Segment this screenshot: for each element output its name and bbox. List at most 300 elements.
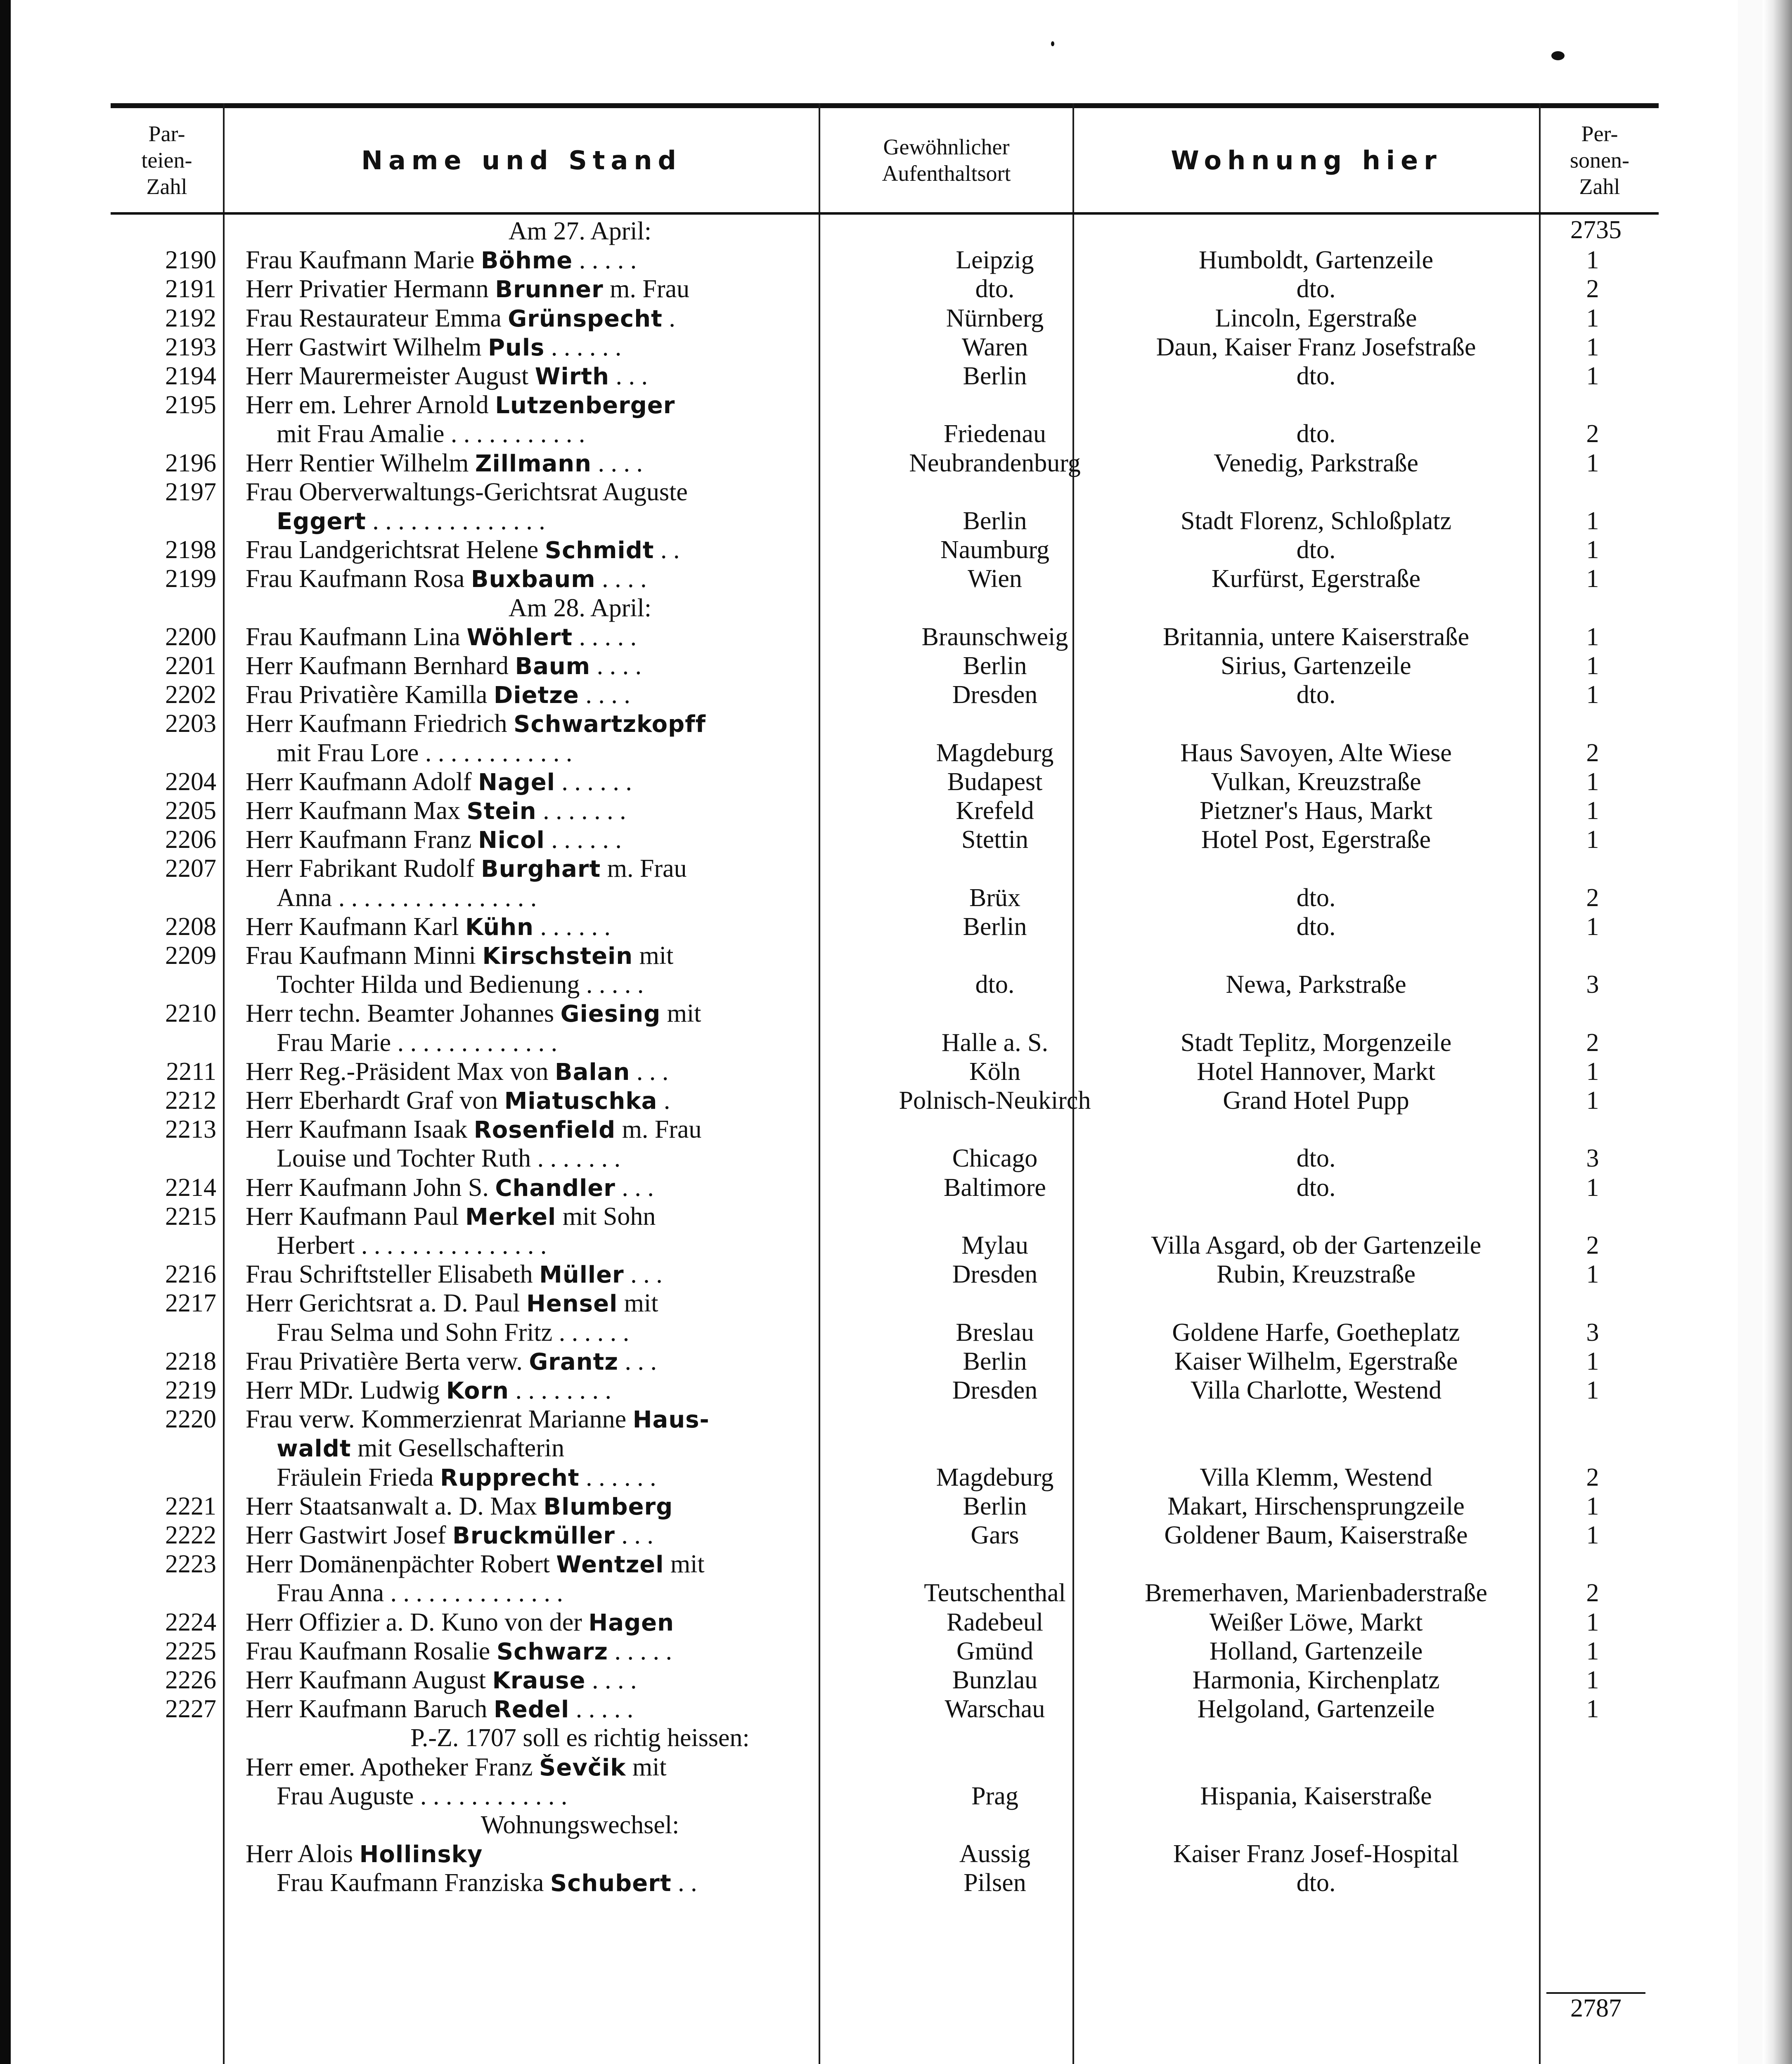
name-prefix: Herr Gastwirt Josef xyxy=(246,1521,446,1549)
header-text: Zahl xyxy=(146,174,187,199)
name-prefix: Herr MDr. Ludwig xyxy=(246,1376,440,1404)
page-margin-right xyxy=(1738,0,1763,2064)
name-and-status xyxy=(246,941,914,971)
person-count: 1 xyxy=(1586,652,1599,680)
name-and-status xyxy=(246,564,914,594)
person-count: 2 xyxy=(1586,1231,1599,1259)
table-row xyxy=(111,535,1659,564)
party-number: 2192 xyxy=(165,304,216,332)
header-text: Par- xyxy=(148,121,185,146)
header-party-number xyxy=(111,108,223,212)
person-count: 1 xyxy=(1586,536,1599,564)
lodging-address: dto. xyxy=(1296,1173,1336,1202)
surname: Kühn xyxy=(465,914,534,941)
name-and-status xyxy=(246,1492,914,1522)
person-count: 2 xyxy=(1586,420,1599,448)
lodging-address: Hotel Hannover, Markt xyxy=(1197,1057,1435,1086)
usual-residence: Radebeul xyxy=(946,1608,1044,1636)
lodging-address: Rubin, Kreuzstraße xyxy=(1216,1260,1416,1289)
name-prefix: Frau Privatière Kamilla xyxy=(246,681,488,709)
party-number: 2203 xyxy=(165,710,216,738)
party-number: 2193 xyxy=(165,333,216,361)
table-row xyxy=(111,333,1659,362)
name-prefix: Frau Kaufmann Franziska xyxy=(277,1869,544,1897)
name-suffix: . . . xyxy=(630,1260,663,1289)
table-row xyxy=(111,1173,1659,1202)
party-number: 2212 xyxy=(165,1086,216,1115)
name-and-status xyxy=(246,1405,914,1434)
name-and-status xyxy=(246,1173,914,1203)
usual-residence: Gmünd xyxy=(956,1637,1033,1665)
table-row xyxy=(111,767,1659,796)
person-count: 2 xyxy=(1586,1463,1599,1491)
party-number: 2197 xyxy=(165,478,216,506)
party-number: 2224 xyxy=(165,1608,216,1636)
surname: waldt xyxy=(277,1435,351,1463)
name-and-status xyxy=(246,709,914,739)
name-prefix: Louise und Tochter Ruth . . . . . . . xyxy=(277,1144,621,1173)
table-row xyxy=(111,1521,1659,1550)
party-number: 2214 xyxy=(165,1173,216,1202)
person-count: 1 xyxy=(1586,826,1599,854)
table-row xyxy=(111,970,1659,999)
surname: Wentzel xyxy=(556,1551,664,1579)
usual-residence: Leipzig xyxy=(956,246,1034,275)
name-and-status xyxy=(246,1608,914,1638)
name-and-status xyxy=(246,1086,914,1116)
party-number: 2204 xyxy=(165,767,216,796)
party-number: 2223 xyxy=(165,1550,216,1579)
person-count: 1 xyxy=(1586,565,1599,593)
party-number: 2209 xyxy=(165,942,216,970)
lodging-address: Daun, Kaiser Franz Josefstraße xyxy=(1156,333,1476,361)
name-suffix: mit xyxy=(667,999,701,1028)
name-and-status xyxy=(246,391,914,420)
table-row xyxy=(111,1695,1659,1723)
name-and-status xyxy=(246,1376,914,1406)
section-heading: Wohnungswechsel: xyxy=(481,1811,679,1839)
name-prefix: Frau Kaufmann Minni xyxy=(246,942,476,970)
lodging-address: Stadt Teplitz, Morgenzeile xyxy=(1180,1028,1452,1057)
table-row xyxy=(111,1463,1659,1492)
usual-residence: Baltimore xyxy=(944,1173,1046,1202)
name-and-status xyxy=(246,999,914,1029)
surname: Krause xyxy=(492,1667,586,1694)
lodging-address: Pietzner's Haus, Markt xyxy=(1200,797,1432,825)
section-heading-row xyxy=(111,1723,1659,1752)
name-suffix: . . . . . . . . . . . . . . xyxy=(372,507,545,535)
party-number: 2221 xyxy=(165,1492,216,1520)
surname: Nicol xyxy=(478,827,545,854)
name-prefix: Herr Kaufmann Bernhard xyxy=(246,652,509,680)
party-number: 2226 xyxy=(165,1666,216,1694)
name-suffix: . . . . . . . xyxy=(543,797,626,825)
person-count: 1 xyxy=(1586,1492,1599,1520)
table-row xyxy=(111,738,1659,767)
name-suffix: . . . xyxy=(615,362,648,390)
name-suffix: . . xyxy=(660,536,680,564)
lodging-address: Helgoland, Gartenzeile xyxy=(1197,1695,1435,1723)
person-count: 1 xyxy=(1586,1637,1599,1665)
name-suffix: . . . . . . . . xyxy=(515,1376,611,1404)
party-number: 2190 xyxy=(165,246,216,275)
usual-residence: Friedenau xyxy=(944,420,1046,448)
name-prefix: Herr Domänenpächter Robert xyxy=(246,1550,550,1579)
surname: Schmidt xyxy=(544,537,654,564)
party-number: 2222 xyxy=(165,1521,216,1549)
table-row xyxy=(111,1550,1659,1579)
name-prefix: Herr Eberhardt Graf von xyxy=(246,1086,498,1115)
usual-residence: Breslau xyxy=(956,1318,1034,1347)
header-text: teien- xyxy=(141,148,192,173)
lodging-address: dto. xyxy=(1296,1144,1336,1173)
name-and-status xyxy=(246,1753,914,1782)
person-count: 1 xyxy=(1586,333,1599,361)
name-and-status xyxy=(246,1695,914,1724)
name-prefix: mit Frau Lore . . . . . . . . . . . . xyxy=(277,738,573,767)
name-suffix: m. Frau xyxy=(607,854,687,883)
table-row xyxy=(111,1782,1659,1811)
party-number: 2205 xyxy=(165,797,216,825)
lodging-address: Kaiser Franz Josef-Hospital xyxy=(1173,1840,1459,1868)
party-number: 2213 xyxy=(165,1115,216,1144)
section-heading-row xyxy=(111,594,1659,623)
surname: Hensel xyxy=(526,1290,618,1318)
name-and-status xyxy=(246,1839,914,1869)
table-row xyxy=(111,825,1659,854)
surname: Redel xyxy=(493,1696,570,1723)
name-prefix: Herr Kaufmann Max xyxy=(246,797,460,825)
usual-residence: Stettin xyxy=(961,826,1028,854)
party-number: 2216 xyxy=(165,1260,216,1289)
person-count: 2 xyxy=(1586,1028,1599,1057)
party-number: 2201 xyxy=(165,652,216,680)
name-prefix: Frau Selma und Sohn Fritz . . . . . . xyxy=(277,1318,630,1347)
table-row xyxy=(111,1868,1659,1897)
surname: Bruckmüller xyxy=(452,1522,615,1549)
header-usual-residence xyxy=(820,108,1072,212)
table-row xyxy=(111,623,1659,651)
surname: Ševčik xyxy=(539,1754,626,1781)
table-row xyxy=(111,449,1659,478)
usual-residence: Berlin xyxy=(963,652,1027,680)
usual-residence: Berlin xyxy=(963,1492,1027,1520)
name-suffix: mit Gesellschafterin xyxy=(357,1434,565,1463)
usual-residence: Berlin xyxy=(963,362,1027,390)
lodging-address: Villa Charlotte, Westend xyxy=(1190,1376,1442,1404)
surname: Nagel xyxy=(478,769,555,796)
name-suffix: . . . . . xyxy=(579,246,637,275)
table-row xyxy=(111,1434,1659,1463)
person-count: 1 xyxy=(1586,797,1599,825)
person-count: 1 xyxy=(1586,1086,1599,1115)
usual-residence: Dresden xyxy=(952,681,1038,709)
name-prefix: Herr Kaufmann Paul xyxy=(246,1202,459,1231)
name-prefix: Frau Kaufmann Marie xyxy=(246,246,475,275)
name-prefix: Frau Auguste . . . . . . . . . . . . xyxy=(277,1782,568,1810)
name-prefix: Herr emer. Apotheker Franz xyxy=(246,1753,533,1781)
person-count: 1 xyxy=(1586,912,1599,941)
party-number: 2196 xyxy=(165,449,216,477)
usual-residence: Gars xyxy=(971,1521,1019,1549)
name-suffix: . xyxy=(669,304,675,332)
party-number: 2215 xyxy=(165,1202,216,1231)
party-number: 2194 xyxy=(165,362,216,390)
table-row xyxy=(111,1376,1659,1405)
name-and-status xyxy=(246,767,914,797)
lodging-address: dto. xyxy=(1296,275,1336,303)
table-row xyxy=(111,1608,1659,1637)
name-suffix: . . . . xyxy=(592,1666,637,1694)
party-number: 2220 xyxy=(165,1405,216,1434)
name-suffix: mit xyxy=(670,1550,705,1579)
table-row xyxy=(111,1405,1659,1434)
party-number: 2200 xyxy=(165,623,216,651)
surname: Brunner xyxy=(495,276,604,303)
name-suffix: . . . . . . xyxy=(540,912,611,941)
name-suffix: . . . xyxy=(621,1521,653,1549)
name-suffix: mit xyxy=(639,942,674,970)
name-suffix: m. Frau xyxy=(622,1115,702,1144)
table-row xyxy=(111,1231,1659,1260)
party-number: 2206 xyxy=(165,826,216,854)
header-text: Wohnung hier xyxy=(1171,145,1442,175)
name-suffix: . . . . . . xyxy=(586,1463,656,1491)
lodging-address: Villa Asgard, ob der Gartenzeile xyxy=(1150,1231,1482,1259)
header-text: Per- xyxy=(1581,121,1618,146)
person-count: 1 xyxy=(1586,1666,1599,1694)
table-row xyxy=(111,1057,1659,1086)
name-suffix: . . . . . xyxy=(614,1637,672,1665)
surname: Grünspecht xyxy=(508,305,663,332)
lodging-address: Humboldt, Gartenzeile xyxy=(1198,246,1434,275)
section-heading-row xyxy=(111,217,1659,246)
name-and-status xyxy=(246,1289,914,1318)
lodging-address: dto. xyxy=(1296,883,1336,912)
lodging-address: Holland, Gartenzeile xyxy=(1209,1637,1423,1665)
table-row xyxy=(111,304,1659,333)
name-prefix: Herr Kaufmann John S. xyxy=(246,1173,489,1202)
name-suffix: m. Frau xyxy=(610,275,690,303)
person-count: 1 xyxy=(1586,362,1599,390)
name-and-status xyxy=(246,623,914,652)
lodging-address: dto. xyxy=(1296,1869,1336,1897)
name-suffix: . . . . . . xyxy=(551,333,622,361)
header-text: sonen- xyxy=(1570,148,1629,173)
person-count: 1 xyxy=(1586,507,1599,535)
usual-residence: dto. xyxy=(975,970,1015,999)
name-prefix: Herr Alois xyxy=(246,1840,353,1868)
register-table xyxy=(111,103,1659,2064)
person-count: 1 xyxy=(1586,681,1599,709)
name-and-status xyxy=(246,1057,914,1087)
lodging-address: Stadt Florenz, Schloßplatz xyxy=(1180,507,1452,535)
name-suffix: . . . . . . xyxy=(551,826,622,854)
usual-residence: Pilsen xyxy=(963,1869,1026,1897)
surname: Müller xyxy=(539,1262,624,1289)
usual-residence: Teutschenthal xyxy=(924,1579,1066,1607)
lodging-address: Goldener Baum, Kaiserstraße xyxy=(1164,1521,1468,1549)
party-number: 2198 xyxy=(165,536,216,564)
lodging-address: Lincoln, Egerstraße xyxy=(1215,304,1417,332)
name-and-status xyxy=(246,680,914,710)
header-text: Gewöhnlicher xyxy=(883,135,1010,159)
name-suffix: . . . . . . xyxy=(561,767,632,796)
surname: Balan xyxy=(555,1058,630,1086)
name-prefix: Herr Gastwirt Wilhelm xyxy=(246,333,482,361)
name-prefix: Herr Offizier a. D. Kuno von der xyxy=(246,1608,582,1636)
name-prefix: Frau verw. Kommerzienrat Marianne xyxy=(246,1405,627,1434)
name-and-status xyxy=(246,304,914,334)
header-text: Zahl xyxy=(1579,174,1620,199)
surname: Schwartzkopff xyxy=(514,711,706,738)
name-suffix: mit xyxy=(624,1289,658,1318)
header-name-and-status xyxy=(225,108,819,212)
table-row xyxy=(111,912,1659,941)
table-row xyxy=(111,999,1659,1028)
name-prefix: Frau Schriftsteller Elisabeth xyxy=(246,1260,533,1289)
surname: Dietze xyxy=(493,682,579,709)
person-count: 1 xyxy=(1586,1521,1599,1549)
table-row xyxy=(111,275,1659,303)
table-row xyxy=(111,391,1659,419)
lodging-address: dto. xyxy=(1296,536,1336,564)
lodging-address: Grand Hotel Pupp xyxy=(1223,1086,1409,1115)
name-and-status xyxy=(246,362,914,391)
header-person-count xyxy=(1541,108,1659,212)
name-prefix: Herr Gerichtsrat a. D. Paul xyxy=(246,1289,520,1318)
lodging-address: dto. xyxy=(1296,362,1336,390)
surname: Kirschstein xyxy=(482,943,633,970)
surname: Buxbaum xyxy=(471,566,596,593)
name-and-status xyxy=(246,275,914,304)
name-prefix: Herr Kaufmann Karl xyxy=(246,912,459,941)
name-and-status xyxy=(246,854,914,884)
header-text: Aufenthaltsort xyxy=(882,161,1011,186)
name-prefix: Herr Kaufmann Isaak xyxy=(246,1115,468,1144)
person-count: 3 xyxy=(1586,1318,1599,1347)
table-row xyxy=(111,1666,1659,1695)
name-and-status xyxy=(246,1260,914,1290)
surname: Lutzenberger xyxy=(495,392,675,419)
lodging-address: Goldene Harfe, Goetheplatz xyxy=(1172,1318,1460,1347)
name-and-status xyxy=(246,449,914,478)
surname: Haus- xyxy=(632,1406,710,1434)
surname: Hollinsky xyxy=(359,1841,483,1868)
person-count: 3 xyxy=(1586,970,1599,999)
table-row xyxy=(111,478,1659,507)
lodging-address: dto. xyxy=(1296,912,1336,941)
name-and-status xyxy=(246,333,914,362)
name-suffix: . . xyxy=(678,1869,697,1897)
name-suffix: . . . . xyxy=(602,565,647,593)
lodging-address: Newa, Parkstraße xyxy=(1226,970,1406,999)
usual-residence: Berlin xyxy=(963,1347,1027,1375)
surname: Korn xyxy=(446,1378,509,1404)
usual-residence: Naumburg xyxy=(940,536,1050,564)
final-total: 2787 xyxy=(1570,1994,1622,2022)
name-and-status xyxy=(246,478,914,507)
person-count: 1 xyxy=(1586,1057,1599,1086)
lodging-address: Haus Savoyen, Alte Wiese xyxy=(1180,738,1452,767)
person-count: 1 xyxy=(1586,1173,1599,1202)
lodging-address: Hotel Post, Egerstraße xyxy=(1201,826,1431,854)
table-row xyxy=(111,507,1659,535)
usual-residence: Brüx xyxy=(969,883,1020,912)
name-suffix: mit Sohn xyxy=(562,1202,656,1231)
usual-residence: Budapest xyxy=(947,767,1043,796)
surname: Puls xyxy=(488,334,545,361)
table-row xyxy=(111,796,1659,825)
table-row xyxy=(111,246,1659,275)
name-prefix: Frau Privatière Berta verw. xyxy=(246,1347,523,1375)
name-prefix: Herr Fabrikant Rudolf xyxy=(246,854,475,883)
person-count: 1 xyxy=(1586,246,1599,275)
person-count: 1 xyxy=(1586,1695,1599,1723)
table-row xyxy=(111,1144,1659,1173)
table-row xyxy=(111,854,1659,883)
name-prefix: Frau Kaufmann Rosa xyxy=(246,565,465,593)
name-suffix: . . . . xyxy=(598,449,643,477)
name-and-status xyxy=(246,246,914,275)
name-prefix: Herr Privatier Hermann xyxy=(246,275,489,303)
usual-residence: Dresden xyxy=(952,1376,1038,1404)
surname: Schubert xyxy=(550,1870,672,1897)
name-prefix: Frau Restaurateur Emma xyxy=(246,304,502,332)
name-prefix: Fräulein Frieda xyxy=(277,1463,434,1491)
surname: Blumberg xyxy=(543,1493,673,1520)
name-prefix: Frau Kaufmann Rosalie xyxy=(246,1637,490,1665)
lodging-address: dto. xyxy=(1296,420,1336,448)
table-row xyxy=(111,1318,1659,1347)
name-prefix: Frau Oberverwaltungs-Gerichtsrat Auguste xyxy=(246,478,688,506)
person-count: 1 xyxy=(1586,1376,1599,1404)
usual-residence: dto. xyxy=(975,275,1015,303)
lodging-address: Makart, Hirschensprungzeile xyxy=(1167,1492,1465,1520)
name-and-status xyxy=(246,796,914,826)
table-row xyxy=(111,1202,1659,1231)
party-number: 2211 xyxy=(166,1057,216,1086)
name-prefix: Herr techn. Beamter Johannes xyxy=(246,999,554,1028)
usual-residence: Krefeld xyxy=(956,797,1034,825)
lodging-address: dto. xyxy=(1296,681,1336,709)
carried-total: 2735 xyxy=(1570,216,1622,244)
name-and-status xyxy=(246,1434,945,1463)
name-suffix: . . . . . xyxy=(575,1695,634,1723)
table-row xyxy=(111,1260,1659,1289)
table-row xyxy=(111,883,1659,912)
surname: Baum xyxy=(515,653,591,680)
party-number: 2219 xyxy=(165,1376,216,1404)
usual-residence: Prag xyxy=(971,1782,1018,1810)
surname: Miatuschka xyxy=(504,1088,658,1115)
surname: Grantz xyxy=(529,1348,618,1375)
name-prefix: Frau Marie . . . . . . . . . . . . . xyxy=(277,1028,558,1057)
surname: Merkel xyxy=(465,1203,556,1231)
surname: Chandler xyxy=(495,1174,615,1202)
usual-residence: Berlin xyxy=(963,507,1027,535)
surname: Eggert xyxy=(277,508,366,535)
surname: Böhme xyxy=(481,247,573,275)
section-heading-row xyxy=(111,1811,1659,1839)
name-prefix: Frau Kaufmann Lina xyxy=(246,623,460,651)
name-and-status xyxy=(246,1550,914,1579)
header-lodging-here xyxy=(1074,108,1539,212)
ink-speck xyxy=(1551,51,1565,60)
name-suffix: . . . . xyxy=(597,652,642,680)
party-number: 2210 xyxy=(165,999,216,1028)
person-count: 1 xyxy=(1586,623,1599,651)
